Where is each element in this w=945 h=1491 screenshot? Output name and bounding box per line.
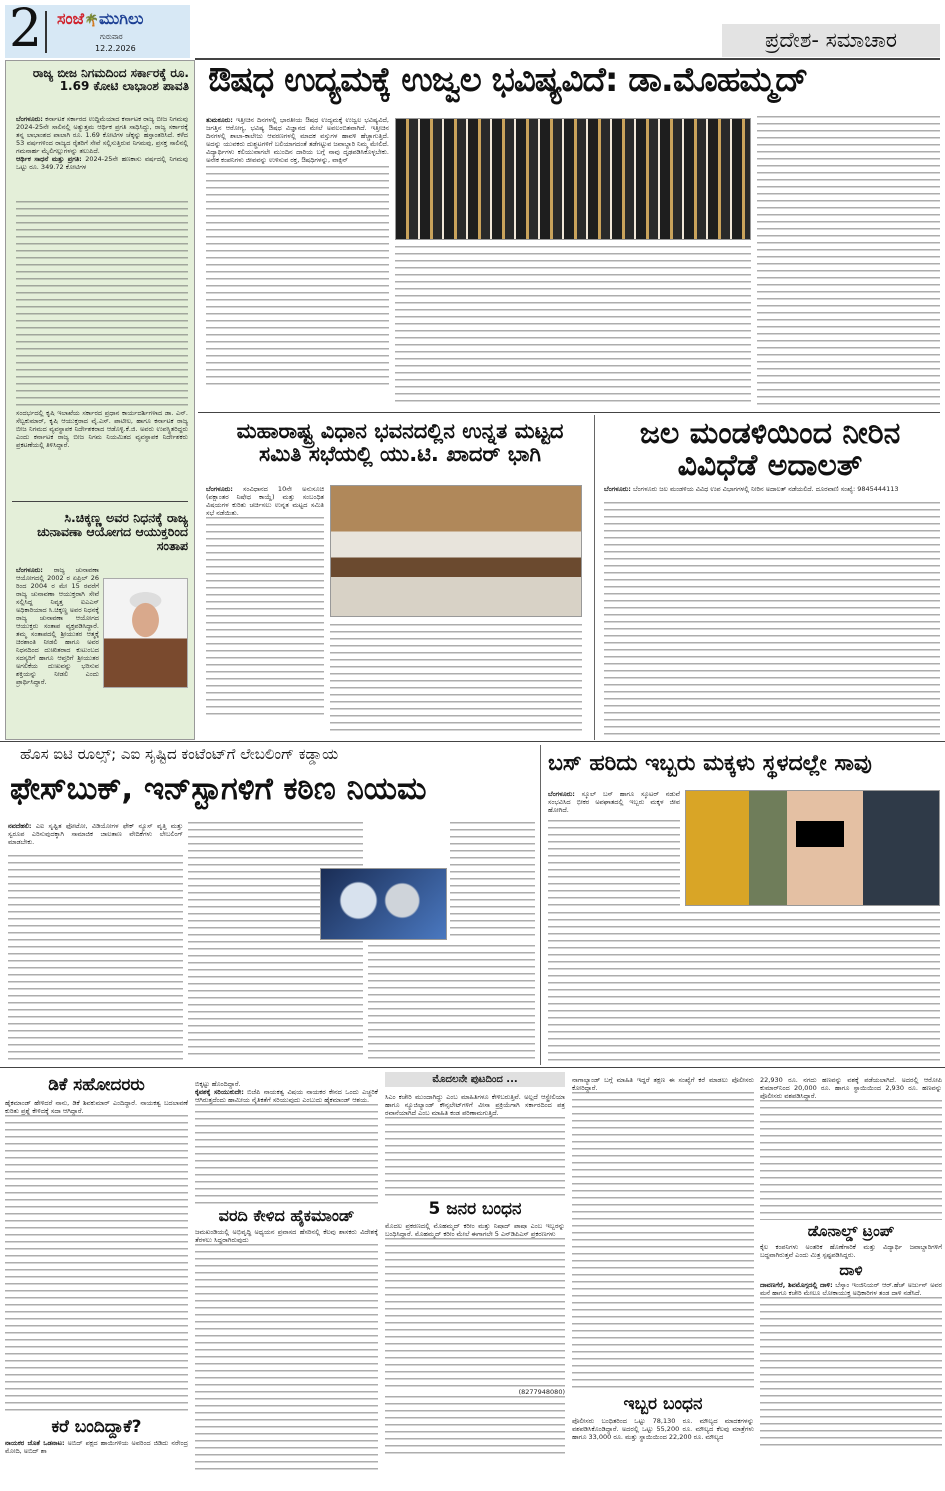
it-body: ನವದೆಹಲಿ: ಎಐ ಸೃಷ್ಟಿತ ಫೋಟೋ, ವಿಡಿಯೋಗಳ ಫೇಕ್ ನ್ಯೂಸ್ ವೃತ್ತಿ ಮತ್ತು ಸ್ವರೂಪ ಎರಿಸುವುದಕ್ಕಾಗಿ ಸಾಮಾಜಿಕ ಜಾಲತಾಣ ವೇದಿಕೆಗಳು ಲೇಬಲಿಂಗ್ ಮಾಡಬೇಕು. <box>8 822 183 846</box>
palm-tree-icon: 🌴 <box>83 13 99 27</box>
day: ಗುರುವಾರ <box>100 33 123 41</box>
col5-body-3: ದಾವಣಗೆರೆ, ಶಿವಮೊಗ್ಗದಲ್ಲಿ ದಾಳಿ: ಬೆಸ್ಕಾಂ ಇಂಜಿನಿಯರ್ ಆರ್.ಹೆಚ್ ಅರ್ಜುನ್ ಅವರ ಮನೆ ಹಾಗೂ ಕಚೇರಿ ಮೇಲೂ ಲೋಕಾಯುಕ್ತ ಅಧಿಕಾರಿಗಳ ತಂಡ ದಾಳಿ ನಡೆಸಿದೆ. <box>760 1281 942 1297</box>
col2-lead: ಬಿಕ್ಕಟ್ಟು ಹೊಂದಿದ್ದಾರೆ. <box>195 1080 241 1088</box>
sidebar-article-1-closing: ಸಂದರ್ಭದಲ್ಲಿ ಕೃಷಿ ಇಲಾಖೆಯ ಸರ್ಕಾರದ ಪ್ರಧಾನ ಕಾರ್ಯದರ್ಶಿಗಳಾದ ಡಾ. ಎನ್. ಸೆಲ್ವಕುಮಾರ್, ಕೃಷಿ ಆಯುಕ್ತರಾದ ವೈ.ಎಸ್. ಪಾಟೀಲ, ಹಾಗೂ ಕರ್ನಾಟಕ ರಾಜ್ಯ ಬೀಜ ನಿಗಮದ ವ್ಯವಸ್ಥಾಪಕ ನಿರ್ದೇಶಕರಾದ ಆಡೊಳ್ಳಿ.ಕೆ.ಜಿ. ಅವರು ಉಪಸ್ಥಿತರಿದ್ದರು ಎಂದು ಕರ್ನಾಟಕ ರಾಜ್ಯ ಬೀಜ ನಿಗಮ ನಿಯಮಿತದ ವ್ಯವಸ್ಥಾಪಕ ನಿರ್ದೇಶಕರು ಪ್ರಕಟಣೆಯಲ್ಲಿ ತಿಳಿಸಿದ್ದಾರೆ. <box>16 409 188 449</box>
bottom-col-1 <box>5 1072 188 1491</box>
five-arrested-headline: 5 ಜನರ ಬಂಧನ <box>428 1199 522 1219</box>
sidebar-headline-2: ಸಿ.ಚಿಕ್ಕಣ್ಣ ಅವರ ನಿಧನಕ್ಕೆ ರಾಜ್ಯ ಚುನಾವಣಾ ಆಯೋಗದ ಆಯುಕ್ತರಿಂದ ಸಂತಾಪ <box>37 510 188 553</box>
sidebar-article-2-body: ಬೆಂಗಳೂರು: ರಾಜ್ಯ ಚುನಾವಣಾ ಆಯೋಗದಲ್ಲಿ 2002 ರ ಏಪ್ರಿಲ್ 26 ರಿಂದ 2004 ರ ಮೇ 15 ರವರೆಗೆ ರಾಜ್ಯ ಚುನಾವಣಾ ಆಯುಕ್ತರಾಗಿ ಸೇವೆ ಸಲ್ಲಿಸಿದ್ದ ನಿವೃತ್ತ ಐಎಎಸ್ ಅಧಿಕಾರಿಯಾದ ಸಿ.ಚಿಕ್ಕಣ್ಣ ಅವರ ನಿಧನಕ್ಕೆ ರಾಜ್ಯ ಚುನಾವಣಾ ಆಯೋಗದ ಆಯುಕ್ತರು ಸಂತಾಪ ವ್ಯಕ್ತಪಡಿಸಿದ್ದಾರೆ. ತಮ್ಮ ಸಂತಾಪದಲ್ಲಿ ಶ್ರೀಯುತರ ಆತ್ಮಕ್ಕೆ ಚಿರಶಾಂತಿ ನೀಡಲಿ ಹಾಗೂ ಅವರ ನಿಧನದಿಂದ ದುಃಖಿತರಾದ ಕುಟುಂಬದ ಸದಸ್ಯರಿಗೆ ಹಾಗೂ ಆಪ್ತರಿಗೆ ಶ್ರೀಯುತರ ಅಗಲಿಕೆಯ ದುಃಖವನ್ನು ಭರಿಸುವ ಶಕ್ತಿಯನ್ನು ನೀಡಲಿ ಎಂದು ಪ್ರಾರ್ಥಿಸಿದ್ದಾರೆ. <box>16 566 188 736</box>
col2-body-2: ಜಮಖಂಡಿಯಲ್ಲಿ ಅಭಿವೃದ್ಧಿ ಅಧ್ಯಯನ ಪ್ರವಾಸದ ಹೆಸರಿನಲ್ಲಿ ಕೆಲವು ಶಾಸಕರು ವಿದೇಶಕ್ಕೆ ತೆರಳಲು ಸಿದ್ಧರಾಗಿರುವುದು <box>195 1227 378 1244</box>
obituary-photo <box>103 578 188 688</box>
censor-bar <box>796 821 844 847</box>
col4-body: ನಾಗಾಲ್ಯಾಂಡ್ ಬಗ್ಗೆ ಮಾಹಿತಿ ಇದ್ದರೆ ತಕ್ಷಣ ಈ ಸಂಖ್ಯೆಗೆ ಕರೆ ಮಾಡಲು ಪೊಲೀಸರು ಕೋರಿದ್ದಾರೆ. <box>572 1076 754 1092</box>
raid-headline: ದಾಳಿ <box>839 1260 863 1279</box>
bus-body: ಬೆಂಗಳೂರು: ಸ್ಕೂಲ್ ಬಸ್ ಹಾಗೂ ಸ್ಕೂಟರ್ ನಡುವೆ ಸಂಭವಿಸಿದ ಭೀಕರ ಅಪಘಾತದಲ್ಲಿ ಇಬ್ಬರು ಮಕ್ಕಳ ಜೀವ ಹೋಗಿದೆ. <box>548 790 680 814</box>
masthead <box>5 0 190 59</box>
meeting-photo <box>330 485 582 617</box>
assembly-headline: ಮಹಾರಾಷ್ಟ್ರ ವಿಧಾನ ಭವನದಲ್ಲಿನ ಉನ್ನತ ಮಟ್ಟದ ಸಮಿತಿ ಸಭೆಯಲ್ಲಿ ಯು.ಟಿ. ಖಾದರ್ ಭಾಗಿ <box>236 419 564 467</box>
logo: ಸಂಜೆ🌴ಮುಗಿಲು <box>57 9 144 28</box>
lead-headline: ಔಷಧ ಉದ್ಯಮಕ್ಕೆ ಉಜ್ವಲ ಭವಿಷ್ಯವಿದೆ: ಡಾ.ಮೊಹಮ್ಮದ್ <box>208 60 808 100</box>
highcommand-headline: ವರದಿ ಕೇಳಿದ ಹೈಕಮಾಂಡ್ <box>218 1206 355 1225</box>
continued-banner: ಮೊದಲನೇ ಪುಟದಿಂದ ... <box>385 1072 565 1087</box>
graduation-photo <box>395 118 751 240</box>
section-title: ಪ್ರದೇಶ- ಸಮಾಚಾರ <box>722 24 940 57</box>
it-kicker: ಹೊಸ ಐಟಿ ರೂಲ್ಸ್; ಎಐ ಸೃಷ್ಟಿದ ಕಂಟೆಂಟ್‌ಗೆ ಲೇಬಲಿಂಗ್ ಕಡ್ಡಾಯ <box>20 745 339 763</box>
ai-robot-photo <box>320 868 447 940</box>
dk-brothers-headline: ಡಿಕೆ ಸಹೋದರರು <box>48 1075 145 1095</box>
assembly-body: ಬೆಂಗಳೂರು: ಸಂವಿಧಾನದ 10ನೇ ಅನುಸೂಚಿ (ಪಕ್ಷಾಂತರ ನಿಷೇಧ ಕಾಯ್ದೆ) ಮತ್ತು ಸಂಬಂಧಿತ ವಿಷಯಗಳ ಕುರಿತು ಚರ್ಚಿಸಲು ಉನ್ನತ ಮಟ್ಟದ ಸಮಿತಿ ಸಭೆ ನಡೆಯಿತು. <box>206 485 324 735</box>
water-body: ಬೆಂಗಳೂರು: ಬೆಂಗಳೂರು ಜಲ ಮಂಡಳಿಯ ವಿವಿಧ ಉಪ ವಿಭಾಗಗಳಲ್ಲಿ ನೀರಿನ ಅದಾಲತ್ ನಡೆಯಲಿದೆ. ದೂರವಾಣಿ ಸಂಖ್ಯೆ: 9845444113 <box>604 485 899 493</box>
sidebar-article-1-body: ಬೆಂಗಳೂರು: ಕರ್ನಾಟಕ ಸರ್ಕಾರದ ಉದ್ದಿಮೆಯಾದ ಕರ್ನಾಟಕ ರಾಜ್ಯ ಬೀಜ ನಿಗಮವು 2024-25ನೇ ಸಾಲಿನಲ್ಲಿ ಅತ್ಯುತ್ತಮ ಆರ್ಥಿಕ ಪ್ರಗತಿ ಸಾಧಿಸಿದ್ದು, ರಾಜ್ಯ ಸರ್ಕಾರಕ್ಕೆ ತನ್ನ ಲಾಭಾಂಶದ ಪಾಲಾಗಿ ರೂ. 1.69 ಕೋಟಿಗಳ ಚೆಕ್ಕನ್ನು ಹಸ್ತಾಂತರಿಸಿದೆ. ಕಳೆದ 53 ವರ್ಷಗಳಿಂದ ರಾಜ್ಯದ ರೈತರಿಗೆ ಸೇವೆ ಸಲ್ಲಿಸುತ್ತಿರುವ ನಿಗಮವು, ಪ್ರಸಕ್ತ ಸಾಲಿನಲ್ಲಿ ಗಮನಾರ್ಹ ಮೈಲಿಗಲ್ಲುಗಳನ್ನು ತಲುಪಿದೆ. ಆರ್ಥಿಕ ಸಾಧನೆ ಮತ್ತು ಪ್ರಗತಿ: 2024-25ನೇ ಹಣಕಾಸು ವರ್ಷದಲ್ಲಿ ನಿಗಮವು ಒಟ್ಟು ರೂ. 349.72 ಕೋಟಿಗಳ <box>16 115 189 171</box>
two-arrested-headline: ಇಬ್ಬರ ಬಂಧನ <box>623 1394 703 1414</box>
bottom-col-3 <box>385 1072 565 1491</box>
col4-body-2: ಪೊಲೀಸರು ಬಂಧಿತರಿಂದ ಒಟ್ಟು 78,130 ರೂ. ಮೌಲ್ಯದ ಮಾದಕಗಳನ್ನು ವಶಪಡಿಸಿಕೊಂಡಿದ್ದಾರೆ. ಅದರಲ್ಲಿ ಒಟ್ಟು 55,200 ರೂ. ಮೌಲ್ಯದ ಕೆಲವು ಮಾತ್ರೆಗಳು ಹಾಗೂ 33,000 ರೂ. ಮತ್ತು ಸ್ಥಾಯಿಯಿಂದ 22,200 ರೂ. ಮೌಲ್ಯದ <box>572 1416 754 1441</box>
col2-body: ಕೈವಶಕ್ಕೆ ಸರಿಯುಕುದೇ: ಬಿಜೆಪಿ ನಾಯಕತ್ವ ವಿಷಯ ನಾಯಕರ ಕೇನದ ಒಂದು ಎಚ್ಚರಿಕೆ ಆಗಿರುತ್ತದೆಂದು ಹಾಮೀಯ ನೈತಿಕತೆಗೆ ಸರಿಯುವುದು ಎಂಬುದು ಹೈಕಮಾಂಡ್ ಆಶಯ. <box>195 1088 378 1104</box>
water-headline: ಜಲ ಮಂಡಳಿಯಿಂದ ನೀರಿನ ವಿವಿಧೆಡೆ ಅದಾಲತ್ <box>639 416 901 483</box>
trump-headline: ಡೊನಾಲ್ಡ್ ಟ್ರಂಪ್ <box>807 1222 895 1240</box>
col3-body: ಸಿಎಂ ಕಚೇರಿ ಮುಂದಾಗಿದ್ದು ಎಂಬ ಮಾಹಿತಿಗಳೂ ಕೇಳಿಬರುತ್ತಿವೆ. ಅಲ್ಲದೆ ಆಸ್ಟ್ರೇಲಿಯಾ ಹಾಗೂ ನ್ಯೂಜಿಲ್ಯಾಂಡ್ ಕೌನ್ಸಲೇಟ್‌ಗಳಿಗೆ ವೀಸಾ ಪ್ರಕ್ರಿಯೆಗಾಗಿ ಸರ್ಕಾರದಿಂದ ಪತ್ರ ರವಾನೆಯಾಗಿದೆ ಎಂಬ ಮಾಹಿತಿ ಕಂಡ ಪರಿಣಾಮಗುತ್ತಿದೆ. <box>385 1093 565 1117</box>
helpline-number: (8277948080) <box>518 1387 565 1396</box>
date: 12.2.2026 <box>95 44 136 53</box>
sidebar-headline-1: ರಾಜ್ಯ ಬೀಜ ನಿಗಮದಿಂದ ಸರ್ಕಾರಕ್ಕೆ ರೂ. 1.69 ಕೋಟಿ ಲಾಭಾಂಶ ಪಾವತಿ <box>32 66 189 94</box>
col1-body-2: ನಾಯಕರ ಜೊತೆ ಒಡನಾಟ: ಅಬಿದ್ ಪಕ್ಷದ ಹಾಯಿಗಳಿಯ ಅವರಿಂದ ಜಿಡಿದು ನರೇಂದ್ರ ಮೋದಿ, ಅಬಿದ್ ಶಾ <box>5 1439 188 1456</box>
lead-body: ತುಮಕೂರು: ಇತ್ತೀಚಿನ ದಿನಗಳಲ್ಲಿ ಭಾರತೀಯ ಔಷಧ ಉದ್ಯಮಕ್ಕೆ ಉಜ್ವಲ ಭವಿಷ್ಯವಿದೆ, ಜಗತ್ತಿನ ಆರೋಗ್ಯ, ಭವಿಷ್ಯ ಔಷಧ ವಿಜ್ಞಾನದ ಮೇಲೆ ಅವಲಂಬಿತವಾಗಿದೆ. ಇತ್ತೀಚಿನ ದಿನಗಳಲ್ಲಿ ಶಾಲಾ-ಕಾಲೇಜು ಆವರಣಗಳಲ್ಲಿ ಮಾದಕ ವಸ್ತುಗಳ ಹಾವಳಿ ಹೆಚ್ಚಾಗುತ್ತಿದೆ. ಅದನ್ನು ಯುವಕರು ದುಶ್ಚಟಗಳಿಗೆ ಬಲಿಯಾಗದಂತೆ ತಡೆಗಟ್ಟುವ ಜವಾಬ್ದಾರಿ ನಿಮ್ಮ ಮೇಲಿದೆ. ವಿದ್ಯಾರ್ಥಿಗಳು ಕಲಿಯುವಾಗಲೇ ಮುಂದಿನ ದಾರಿಯ ಬಗ್ಗೆ ನಾವು ದೃಢಪಡಿಸಿಕೊಳ್ಳಬೇಕು. ಅನೇಕ ಕಂಪನಿಗಳು ಜೀವವನ್ನು ಉಳಿಸುವ ರಕ್ತ, ಔಷಧಿಗಳನ್ನು, ವಾಕ್ಸಿನ್ <box>206 116 389 406</box>
bottom-col-5 <box>760 1072 942 1491</box>
col5-body-2: ಕೈಲ ಕಂಪನಿಗಳು ಅಂತರಿಕ ಹೊಣೆಗಾರಿಕೆ ಮತ್ತು ವಿದ್ಯಾರ್ಥಿ ಜವಾಬ್ದಾರಿಗಳಿಗೆ ಬದ್ಧವಾಗಿರುತ್ತವೆ ಎಂದು ಮಿತ್ರ ಸ್ಪಷ್ಟಪಡಿಸಿದ್ದರು. <box>760 1242 942 1259</box>
bottom-col-2 <box>195 1072 378 1491</box>
bus-accident-photo <box>685 790 940 906</box>
page-number: 2 <box>9 0 43 59</box>
bus-headline: ಬಸ್ ಹರಿದು ಇಬ್ಬರು ಮಕ್ಕಳು ಸ್ಥಳದಲ್ಲೇ ಸಾವು <box>548 751 872 776</box>
col3-body-2: ಮೊದಲ ಪ್ರಕರಣದಲ್ಲಿ ಮೊಹಮ್ಮದ್ ಕರೀಂ ಮತ್ತು ನಿಷಾದ್ ಪಾಷಾ ಎಂಬ ಇಬ್ಬರನ್ನು ಬಂಧಿಸಿದ್ದಾರೆ. ಮೊಹಮ್ಮದ್ ಕರೀಂ ಮೇಲೆ ಈಗಾಗಲೇ 5 ಎನ್‌ಡಿಪಿಎಸ್ ಪ್ರಕರಣಗಳು <box>385 1221 565 1238</box>
col1-body: ಹೈಕಮಾಂಡ್ ಹೇಳಿದರೆ ನಾನು, ಡಿಕೆ ಶಿವಕುಮಾರ್ ಎಂದಿದ್ದಾರೆ. ನಾಯಕತ್ವ ಬದಲಾವಣೆ ಕುರಿತು ಪ್ರಶ್ನೆ ಕೇಳಿದಕ್ಕೆ ಸದಾ ಆಗಿದ್ದಾರೆ. <box>5 1098 188 1115</box>
bottom-col-4 <box>572 1072 754 1491</box>
sidebar <box>5 60 195 740</box>
call-headline: ಕರೆ ಬಂದಿದ್ದಾಕೆ? <box>51 1416 142 1437</box>
col5-body: 22,930 ರೂ. ನಗದು ಹಣವನ್ನು ವಶಕ್ಕೆ ಪಡೆಯಲಾಗಿದೆ. ಅದರಲ್ಲಿ ಆರೋಪಿ ಕುಮಾರ್‌ನಿಂದ 20,000 ರೂ. ಹಾಗೂ ಸ್ಥಾಯಿಯಿಂದ 2,930 ರೂ. ಹಣವನ್ನು ಪೊಲೀಸರು ವಶಪಡಿಸಿದ್ದಾರೆ. <box>760 1076 942 1100</box>
it-headline: ಫೇಸ್‌ಬುಕ್, ಇನ್‌ಸ್ಟಾಗಳಿಗೆ ಕಠಿಣ ನಿಯಮ <box>10 771 427 807</box>
